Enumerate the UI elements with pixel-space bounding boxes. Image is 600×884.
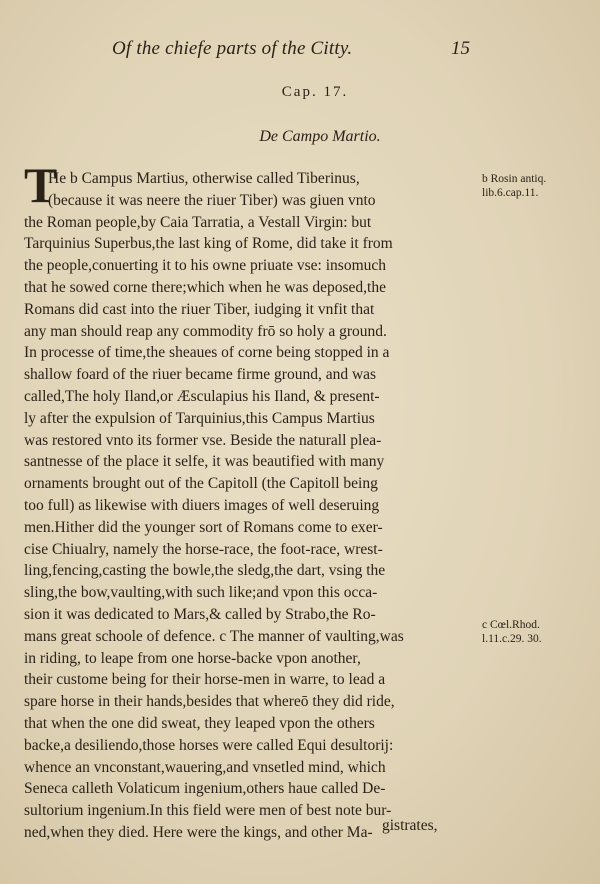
drop-cap: T	[24, 157, 58, 213]
text-line: In processe of time,the sheaues of corne being stopped in a	[24, 344, 390, 362]
text-line: the people,conuerting it to his owne priuate vse: insomuch	[24, 257, 387, 275]
text-line: Seneca calleth Volaticum ingenium,others haue called De-	[24, 780, 386, 798]
text-line: santnesse of the place it selfe, it was beautified with many	[24, 453, 385, 471]
text-line: cise Chiualry, namely the horse-race, the foot-race, wrest-	[24, 540, 383, 558]
first-lines	[24, 168, 469, 212]
text-line: ned,when they died. Here were the kings, and other Ma-	[24, 823, 373, 841]
text-line: mans great schoole of defence. c The manner of vaulting,was	[24, 627, 404, 645]
text-line: He b Campus Martius, otherwise called Tiberinus,	[48, 170, 360, 187]
text-line: sion it was dedicated to Mars,& called by Strabo,the Ro-	[24, 605, 376, 623]
text-line: men.Hither did the younger sort of Romans come to exer-	[24, 518, 383, 536]
margin-note-line: lib.6.cap.11.	[482, 187, 539, 199]
catchword: gistrates,	[382, 817, 438, 834]
section-title: De Campo Martio.	[259, 128, 381, 145]
text-line: spare horse in their hands,besides that whereō they did ride,	[24, 693, 395, 711]
text-line: shallow foard of the riuer became firme ground, and was	[24, 366, 377, 384]
text-line: that when the one did sweat, they leaped vpon the others	[24, 714, 375, 732]
margin-note-line: l.11.c.29. 30.	[482, 633, 542, 645]
margin-note-c	[482, 618, 542, 646]
text-line: any man should reap any commodity frō so holy a ground.	[24, 322, 387, 340]
margin-note-line: b Rosin antiq.	[482, 173, 547, 185]
text-line: backe,a desiliendo,those horses were called Equi desultorij:	[24, 736, 394, 754]
text-line: too full) as likewise with diuers images of well deseruing	[24, 496, 380, 514]
text-line: (because it was neere the riuer Tiber) was giuen vnto	[48, 191, 376, 209]
text-line: sling,the bow,vaulting,with such like;and vpon this occa-	[24, 584, 378, 602]
text-line: their custome being for their horse-men in warre, to lead a	[24, 671, 386, 689]
margin-note-b	[482, 172, 546, 200]
text-line: whence an vnconstant,wauering,and vnsetled mind, which	[24, 758, 386, 776]
text-line: Tarquinius Superbus,the last king of Rome, did take it from	[24, 235, 393, 253]
text-line: Romans did cast into the riuer Tiber, iudging it vnfit that	[24, 300, 375, 318]
text-line: ling,fencing,casting the bowle,the sledg,the dart, vsing the	[24, 562, 386, 580]
chapter-heading: Cap. 17.	[281, 84, 349, 100]
margin-note-line: c Cœl.Rhod.	[482, 619, 540, 631]
text-line: that he sowed corne there;which when he was deposed,the	[24, 278, 386, 296]
text-line: called,The holy Iland,or Æsculapius his Iland, & present-	[24, 387, 380, 405]
page-number: 15	[451, 38, 470, 59]
text-line: ly after the expulsion of Tarquinius,this Campus Martius	[24, 409, 375, 427]
text-line: the Roman people,by Caia Tarratia, a Vestall Virgin: but	[24, 213, 372, 231]
body-text	[24, 168, 469, 844]
text-line: ornaments brought out of the Capitoll (the Capitoll being	[24, 475, 378, 493]
running-head: Of the chiefe parts of the Citty.	[112, 38, 353, 59]
text-line: was restored vnto its former vse. Beside the naturall plea-	[24, 431, 382, 449]
text-line: sultorium ingenium.In this field were men of best note bur-	[24, 802, 392, 820]
text-line: in riding, to leape from one horse-backe vpon another,	[24, 649, 361, 667]
